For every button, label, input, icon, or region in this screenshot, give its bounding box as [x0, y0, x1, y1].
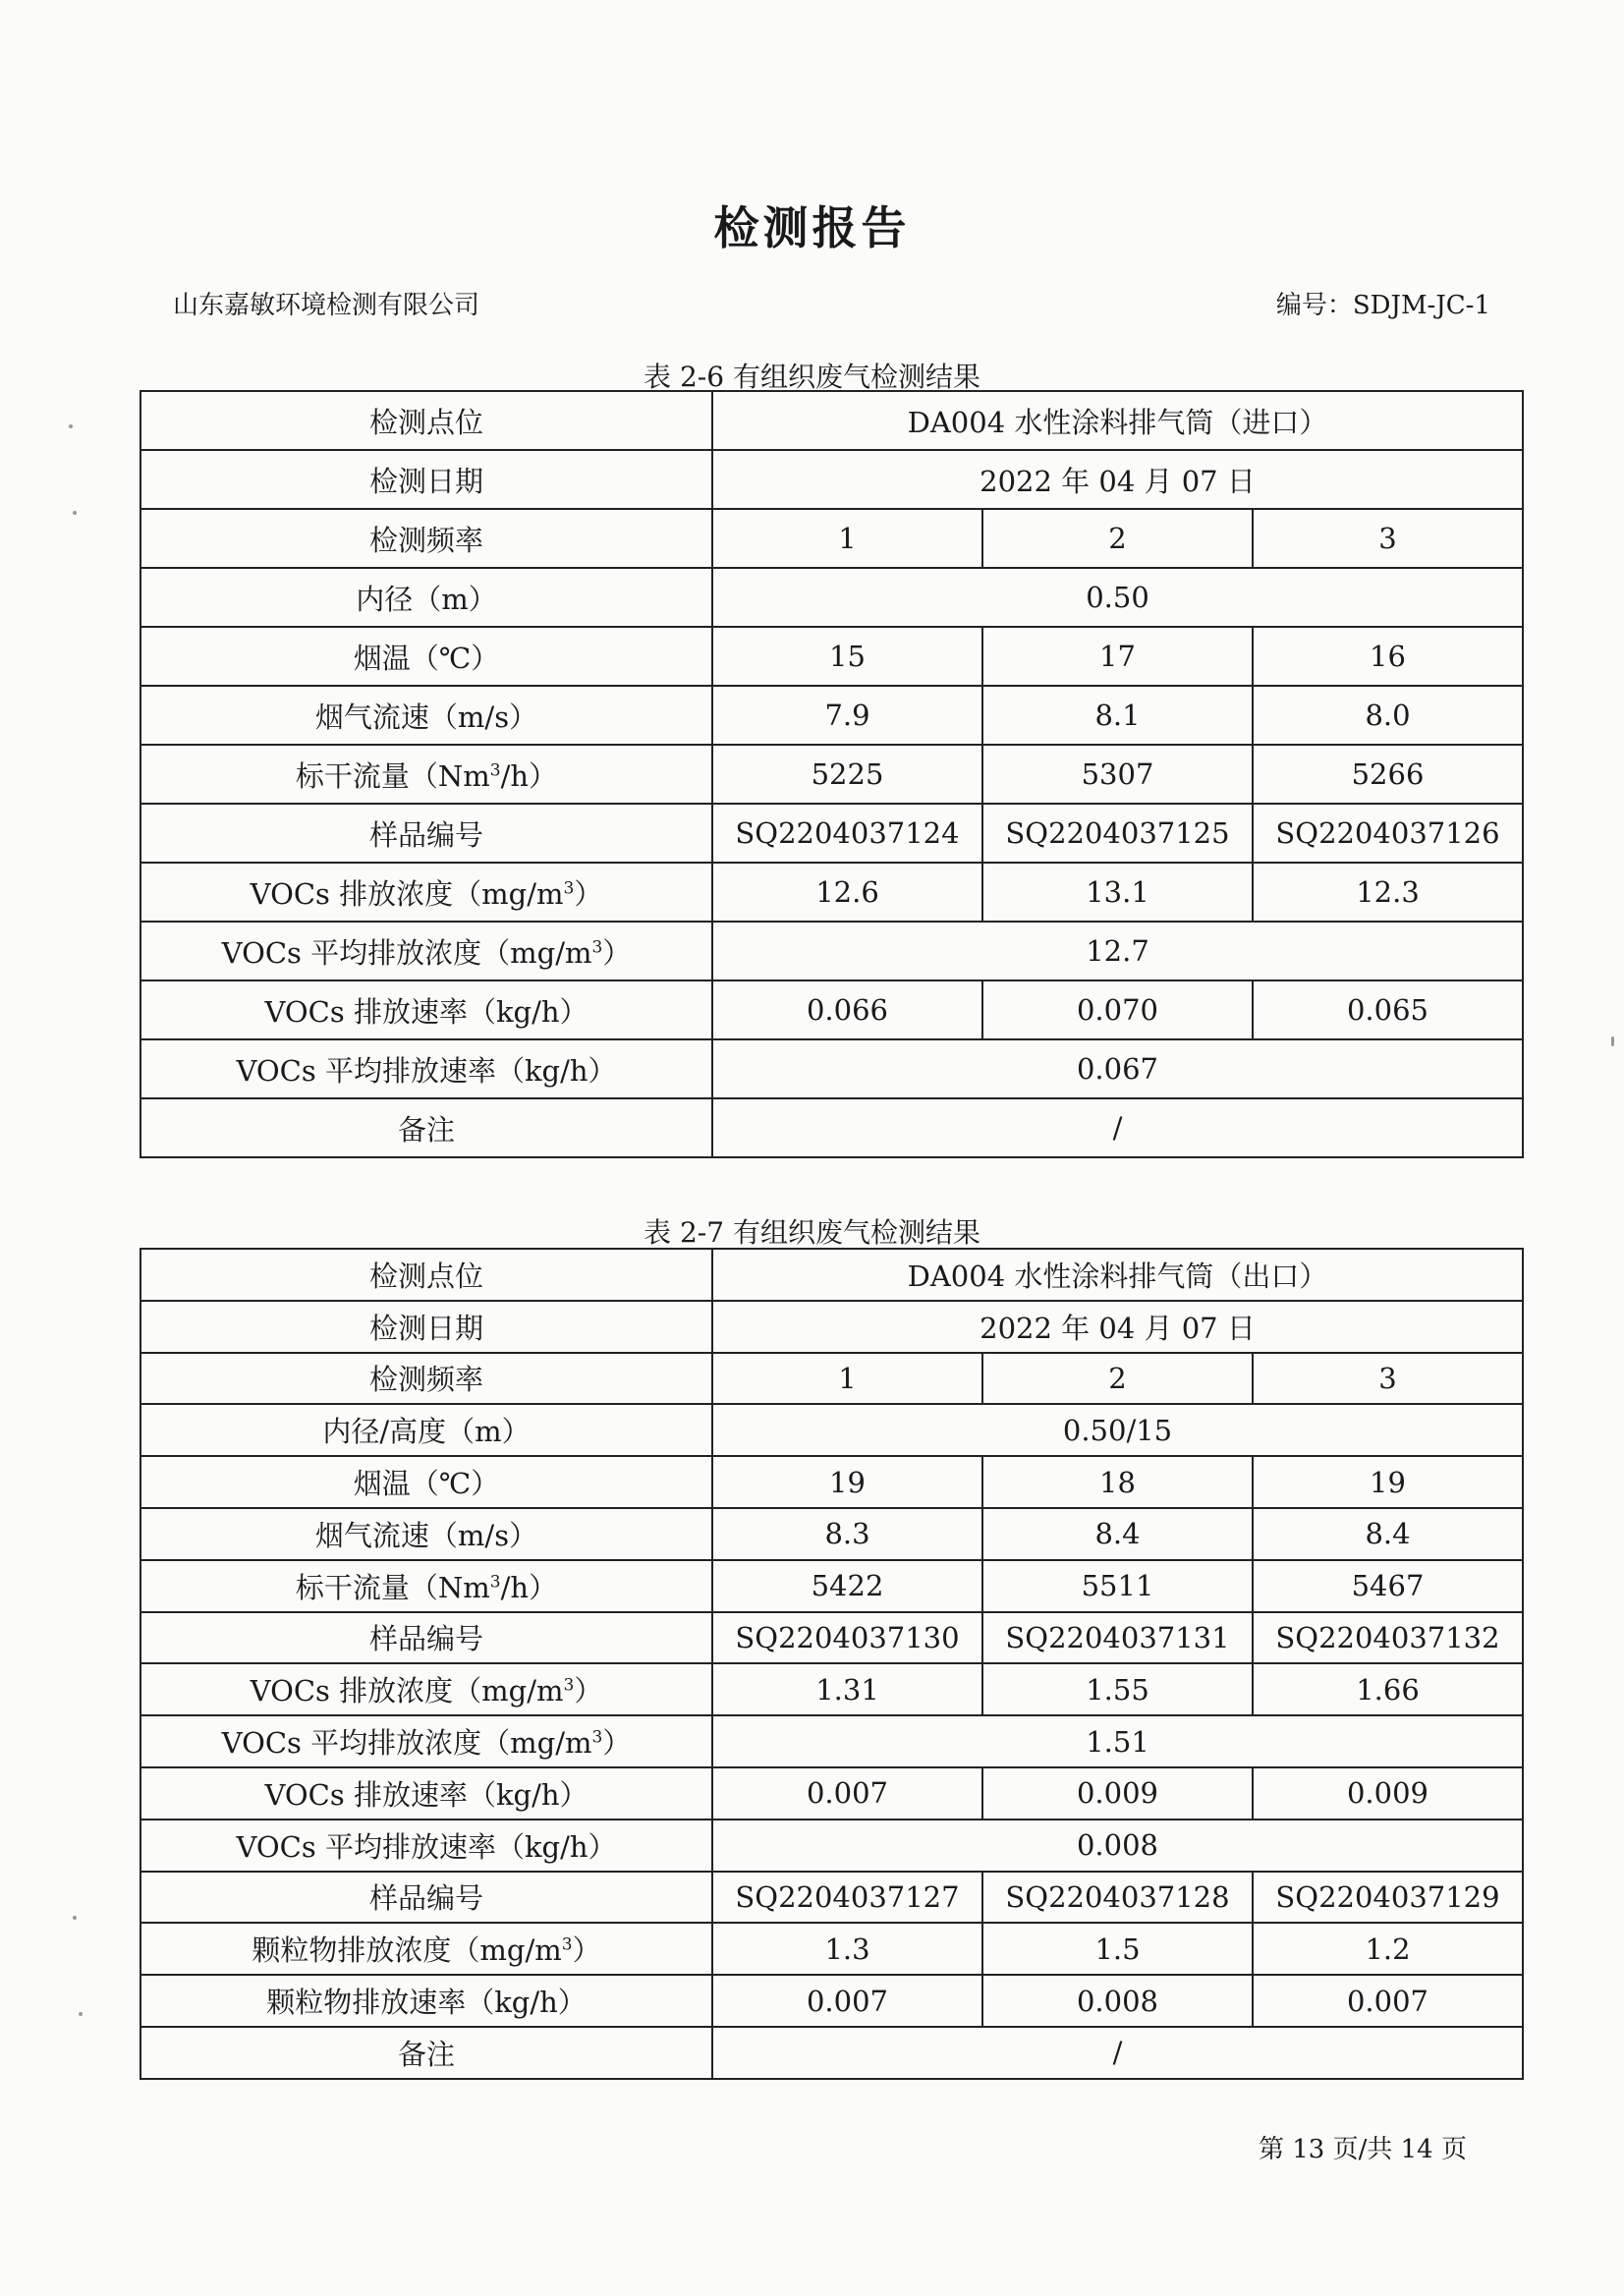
cell-value: 15: [712, 627, 982, 686]
row-label: 样品编号: [140, 1612, 712, 1664]
table-row: [140, 1353, 1523, 1405]
cell-location: DA004 水性涂料排气筒（出口）: [712, 1249, 1523, 1301]
cell-value: 1.66: [1253, 1663, 1523, 1715]
row-label: [140, 1715, 712, 1767]
cell-value: 1.31: [712, 1663, 982, 1715]
cell-value: 8.4: [1253, 1508, 1523, 1560]
table-row: [140, 863, 1523, 922]
report-number: 编号：SDJM-JC-1: [1275, 291, 1490, 320]
row-label: 烟气流速（m/s）: [140, 686, 712, 745]
cell-remark: /: [712, 1098, 1523, 1157]
row-label: 烟温（℃）: [140, 627, 712, 686]
scan-speck: [73, 1916, 77, 1920]
cell-value: 8.0: [1253, 686, 1523, 745]
cell-value: 8.1: [982, 686, 1253, 745]
label-sup: 3: [489, 1572, 501, 1593]
row-label: [140, 745, 712, 804]
cell-value: SQ2204037125: [982, 804, 1253, 863]
cell-value: SQ2204037124: [712, 804, 982, 863]
row-label: [140, 922, 712, 980]
table-row: [140, 1715, 1523, 1767]
row-label: [140, 863, 712, 922]
cell-remark: /: [712, 2027, 1523, 2079]
table-row: [140, 1404, 1523, 1456]
label-part: 标干流量（Nm: [295, 758, 490, 793]
table-row: [140, 804, 1523, 863]
table-row: [140, 1560, 1523, 1612]
cell-value: 12.7: [712, 922, 1523, 980]
cell-value: SQ2204037132: [1253, 1612, 1523, 1664]
table-row: [140, 1612, 1523, 1664]
label-sup: 3: [489, 759, 501, 780]
cell-value: 0.066: [712, 980, 982, 1039]
label-part: VOCs 平均排放浓度（mg/m: [221, 935, 592, 970]
cell-value: 13.1: [982, 863, 1253, 922]
results-table-inlet: [140, 390, 1524, 1158]
label-part: ）: [574, 876, 603, 911]
cell-value: 2: [982, 1353, 1253, 1405]
cell-value: 17: [982, 627, 1253, 686]
label-part: VOCs 排放浓度（mg/m: [250, 876, 564, 911]
label-part: ）: [602, 935, 632, 970]
label-part: 颗粒物排放浓度（mg/m: [252, 1933, 562, 1968]
row-label: 烟气流速（m/s）: [140, 1508, 712, 1560]
cell-value: 1.55: [982, 1663, 1253, 1715]
row-label: [140, 1923, 712, 1975]
label-part: VOCs 平均排放浓度（mg/m: [221, 1726, 592, 1761]
cell-value: 5422: [712, 1560, 982, 1612]
row-label: 样品编号: [140, 1872, 712, 1924]
cell-value: 8.3: [712, 1508, 982, 1560]
cell-value: 16: [1253, 627, 1523, 686]
row-label: 备注: [140, 1098, 712, 1157]
label-sup: 3: [563, 877, 575, 898]
table-row: [140, 1767, 1523, 1820]
label-part: ）: [572, 1933, 601, 1968]
row-label: VOCs 排放速率（kg/h）: [140, 1767, 712, 1820]
cell-value: 0.007: [712, 1975, 982, 2027]
cell-value: 19: [1253, 1456, 1523, 1508]
company-name: 山东嘉敏环境检测有限公司: [173, 291, 480, 320]
label-sup: 3: [563, 1675, 575, 1696]
label-sup: 3: [561, 1934, 573, 1955]
cell-value: 0.50/15: [712, 1404, 1523, 1456]
cell-value: SQ2204037126: [1253, 804, 1523, 863]
table-row: [140, 391, 1523, 450]
table-row: [140, 1820, 1523, 1872]
label-part: /h）: [500, 758, 558, 793]
table-row: [140, 1039, 1523, 1098]
cell-value: SQ2204037131: [982, 1612, 1253, 1664]
label-sup: 3: [591, 1727, 603, 1748]
table-row: [140, 627, 1523, 686]
table1-caption: 表 2-6 有组织废气检测结果: [644, 361, 980, 393]
cell-value: 5225: [712, 745, 982, 804]
table-row: [140, 450, 1523, 509]
label-sup: 3: [591, 936, 603, 957]
cell-date: 2022 年 04 月 07 日: [712, 450, 1523, 509]
scan-speck: [73, 511, 77, 515]
row-label: 检测频率: [140, 1353, 712, 1405]
row-label: VOCs 排放速率（kg/h）: [140, 980, 712, 1039]
cell-value: SQ2204037130: [712, 1612, 982, 1664]
table-row: [140, 686, 1523, 745]
scan-speck: [69, 424, 73, 428]
results-table-outlet: [140, 1248, 1524, 2080]
page-number: 第 13 页/共 14 页: [1259, 2135, 1467, 2164]
cell-value: 0.008: [712, 1820, 1523, 1872]
table-row: [140, 568, 1523, 627]
cell-value: 18: [982, 1456, 1253, 1508]
cell-value: 0.065: [1253, 980, 1523, 1039]
cell-value: 0.009: [982, 1767, 1253, 1820]
row-label: 烟温（℃）: [140, 1456, 712, 1508]
table2-caption: 表 2-7 有组织废气检测结果: [644, 1216, 980, 1249]
cell-value: 0.007: [712, 1767, 982, 1820]
table-row: [140, 922, 1523, 980]
scan-speck: [79, 2012, 83, 2016]
cell-value: 3: [1253, 1353, 1523, 1405]
scan-speck: [1611, 1036, 1614, 1046]
row-label: VOCs 平均排放速率（kg/h）: [140, 1039, 712, 1098]
table-row: [140, 1301, 1523, 1353]
cell-value: 8.4: [982, 1508, 1253, 1560]
row-label: 样品编号: [140, 804, 712, 863]
cell-value: 0.009: [1253, 1767, 1523, 1820]
table-row: [140, 2027, 1523, 2079]
table-row: [140, 745, 1523, 804]
table-row: [140, 1975, 1523, 2027]
cell-value: 1.5: [982, 1923, 1253, 1975]
cell-value: 3: [1253, 509, 1523, 568]
cell-value: 12.6: [712, 863, 982, 922]
row-label: VOCs 平均排放速率（kg/h）: [140, 1820, 712, 1872]
cell-value: 5467: [1253, 1560, 1523, 1612]
cell-value: 2: [982, 509, 1253, 568]
label-part: VOCs 排放浓度（mg/m: [250, 1674, 564, 1708]
row-label: [140, 1560, 712, 1612]
cell-value: 7.9: [712, 686, 982, 745]
label-part: /h）: [500, 1570, 558, 1604]
table-row: [140, 1098, 1523, 1157]
label-part: 标干流量（Nm: [295, 1570, 490, 1604]
table-row: [140, 1508, 1523, 1560]
cell-value: 0.008: [982, 1975, 1253, 2027]
cell-value: 5266: [1253, 745, 1523, 804]
label-part: ）: [602, 1726, 632, 1761]
cell-location: DA004 水性涂料排气筒（进口）: [712, 391, 1523, 450]
row-label: 备注: [140, 2027, 712, 2079]
cell-value: 1: [712, 1353, 982, 1405]
cell-value: 12.3: [1253, 863, 1523, 922]
row-label: 内径（m）: [140, 568, 712, 627]
table-row: [140, 1663, 1523, 1715]
cell-value: 5511: [982, 1560, 1253, 1612]
table-row: [140, 509, 1523, 568]
table-row: [140, 1872, 1523, 1924]
row-label: 颗粒物排放速率（kg/h）: [140, 1975, 712, 2027]
row-label: 检测日期: [140, 450, 712, 509]
cell-value: SQ2204037129: [1253, 1872, 1523, 1924]
row-label: 检测频率: [140, 509, 712, 568]
cell-value: 19: [712, 1456, 982, 1508]
cell-value: 0.50: [712, 568, 1523, 627]
cell-value: 1.51: [712, 1715, 1523, 1767]
row-label: 检测点位: [140, 391, 712, 450]
row-label: 内径/高度（m）: [140, 1404, 712, 1456]
table-row: [140, 1456, 1523, 1508]
cell-value: SQ2204037127: [712, 1872, 982, 1924]
row-label: 检测点位: [140, 1249, 712, 1301]
table-row: [140, 980, 1523, 1039]
table-row: [140, 1923, 1523, 1975]
report-title: 检测报告: [713, 201, 911, 254]
cell-value: 5307: [982, 745, 1253, 804]
row-label: [140, 1663, 712, 1715]
table-row: [140, 1249, 1523, 1301]
label-part: ）: [574, 1674, 603, 1708]
cell-value: 0.067: [712, 1039, 1523, 1098]
cell-value: 1.3: [712, 1923, 982, 1975]
cell-value: 0.007: [1253, 1975, 1523, 2027]
cell-value: 1: [712, 509, 982, 568]
cell-value: 0.070: [982, 980, 1253, 1039]
row-label: 检测日期: [140, 1301, 712, 1353]
cell-value: 1.2: [1253, 1923, 1523, 1975]
cell-value: SQ2204037128: [982, 1872, 1253, 1924]
cell-date: 2022 年 04 月 07 日: [712, 1301, 1523, 1353]
